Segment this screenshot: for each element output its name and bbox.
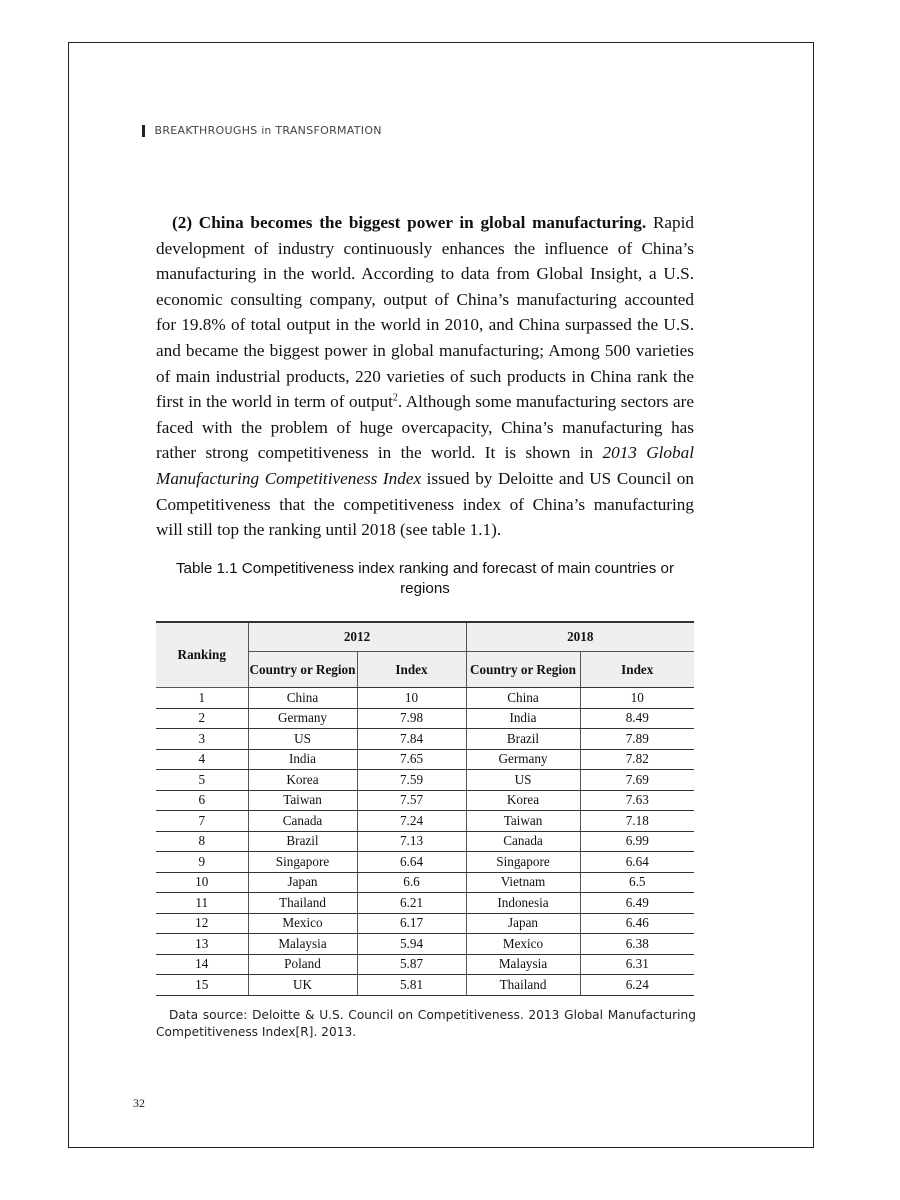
- running-head-rest: TRANSFORMATION: [275, 124, 382, 137]
- index-2012-cell: 7.59: [357, 770, 466, 791]
- header-year-2012: 2012: [248, 622, 466, 652]
- country-2018-cell: China: [466, 688, 580, 709]
- data-source-note: [156, 1007, 696, 1041]
- index-2018-cell: 6.38: [580, 934, 694, 955]
- page-number: 32: [133, 1096, 145, 1110]
- rank-cell: 2: [156, 708, 248, 729]
- data-source-text: Data source: Deloitte & U.S. Council on Competitiveness. 2013 Global Manufacturing Competitiveness Index[R]. 2013.: [156, 1008, 696, 1039]
- index-2018-cell: 6.99: [580, 831, 694, 852]
- country-2018-cell: Thailand: [466, 975, 580, 996]
- country-2018-cell: Indonesia: [466, 893, 580, 914]
- country-2012-cell: Singapore: [248, 852, 357, 873]
- rank-cell: 3: [156, 729, 248, 750]
- rank-cell: 9: [156, 852, 248, 873]
- rank-cell: 14: [156, 954, 248, 975]
- table-caption-line-2: regions: [400, 580, 450, 597]
- index-2018-cell: 6.49: [580, 893, 694, 914]
- country-2018-cell: Brazil: [466, 729, 580, 750]
- country-2012-cell: India: [248, 749, 357, 770]
- header-year-2018: 2018: [466, 622, 694, 652]
- rank-cell: 8: [156, 831, 248, 852]
- country-2012-cell: Thailand: [248, 893, 357, 914]
- country-2012-cell: Mexico: [248, 913, 357, 934]
- table-row: [156, 749, 694, 770]
- table-row: [156, 913, 694, 934]
- index-2018-cell: 6.46: [580, 913, 694, 934]
- paragraph-text-1: Rapid development of industry continuously enhances the influence of China’s manufacturing in the world. According to data from Global Insight, a U.S. economic consulting company, output of China’s manufacturing accounted for 19.8% of total output in the world in 2010, and China surpassed the U.S. and became the biggest power in global manufacturing; Among 500 varieties of main industrial products, 220 varieties of such products in China rank the first in the world in term of output: [156, 213, 694, 412]
- country-2018-cell: India: [466, 708, 580, 729]
- paragraph-text-2: . Although some manufacturing sectors are faced with the problem of huge overcapacity, China’s manufacturing has rather strong competitiveness in the world. It is shown in: [156, 392, 694, 463]
- table-row: [156, 770, 694, 791]
- index-2012-cell: 7.84: [357, 729, 466, 750]
- header-index-2018: Index: [580, 652, 694, 688]
- country-2018-cell: Canada: [466, 831, 580, 852]
- table-row: [156, 975, 694, 996]
- country-2012-cell: Brazil: [248, 831, 357, 852]
- table-row: [156, 852, 694, 873]
- country-2012-cell: Japan: [248, 872, 357, 893]
- rank-cell: 6: [156, 790, 248, 811]
- country-2018-cell: Japan: [466, 913, 580, 934]
- paragraph-heading: (2) China becomes the biggest power in global manufacturing.: [172, 213, 647, 232]
- footnote-ref[interactable]: 2: [392, 392, 398, 404]
- rank-cell: 15: [156, 975, 248, 996]
- table-row: [156, 893, 694, 914]
- table-row: [156, 872, 694, 893]
- report-title: 2013 Global Manufacturing Competitiveness Index: [156, 443, 694, 488]
- index-2018-cell: 8.49: [580, 708, 694, 729]
- country-2012-cell: China: [248, 688, 357, 709]
- index-2012-cell: 5.94: [357, 934, 466, 955]
- country-2012-cell: Germany: [248, 708, 357, 729]
- table-caption-line-1: Table 1.1 Competitiveness index ranking and forecast of main countries or: [175, 560, 675, 577]
- index-2012-cell: 5.87: [357, 954, 466, 975]
- country-2012-cell: Canada: [248, 811, 357, 832]
- country-2012-cell: Taiwan: [248, 790, 357, 811]
- index-2018-cell: 6.24: [580, 975, 694, 996]
- index-2012-cell: 6.6: [357, 872, 466, 893]
- rank-cell: 4: [156, 749, 248, 770]
- header-ranking: Ranking: [156, 622, 248, 688]
- index-2012-cell: 7.24: [357, 811, 466, 832]
- index-2012-cell: 7.98: [357, 708, 466, 729]
- country-2018-cell: Korea: [466, 790, 580, 811]
- competitiveness-table: [156, 621, 694, 996]
- index-2018-cell: 7.89: [580, 729, 694, 750]
- rank-cell: 1: [156, 688, 248, 709]
- index-2018-cell: 7.63: [580, 790, 694, 811]
- body-paragraph: [156, 210, 694, 543]
- country-2012-cell: Poland: [248, 954, 357, 975]
- paragraph-text-3: issued by Deloitte and US Council on Competitiveness that the competitiveness index of China’s manufacturing will still top the ranking until 2018 (see table 1.1).: [156, 468, 694, 540]
- index-2012-cell: 10: [357, 688, 466, 709]
- index-2018-cell: 7.69: [580, 770, 694, 791]
- running-head-connector: in: [261, 124, 272, 137]
- index-2018-cell: 10: [580, 688, 694, 709]
- rank-cell: 10: [156, 872, 248, 893]
- rank-cell: 13: [156, 934, 248, 955]
- table-body: [156, 688, 694, 996]
- country-2018-cell: Vietnam: [466, 872, 580, 893]
- table-row: [156, 729, 694, 750]
- running-head: [142, 124, 382, 137]
- country-2012-cell: US: [248, 729, 357, 750]
- rank-cell: 7: [156, 811, 248, 832]
- table-row: [156, 934, 694, 955]
- header-country-2012: Country or Region: [248, 652, 357, 688]
- index-2018-cell: 7.82: [580, 749, 694, 770]
- index-2012-cell: 6.17: [357, 913, 466, 934]
- index-2018-cell: 6.5: [580, 872, 694, 893]
- country-2018-cell: US: [466, 770, 580, 791]
- index-2012-cell: 6.64: [357, 852, 466, 873]
- table-row: [156, 708, 694, 729]
- header-index-2012: Index: [357, 652, 466, 688]
- country-2018-cell: Germany: [466, 749, 580, 770]
- country-2018-cell: Mexico: [466, 934, 580, 955]
- index-2012-cell: 7.13: [357, 831, 466, 852]
- running-head-main: BREAKTHROUGHS: [154, 124, 258, 137]
- running-head-bar: [142, 125, 145, 137]
- index-2018-cell: 6.31: [580, 954, 694, 975]
- table-row: [156, 831, 694, 852]
- rank-cell: 12: [156, 913, 248, 934]
- country-2012-cell: UK: [248, 975, 357, 996]
- index-2012-cell: 5.81: [357, 975, 466, 996]
- rank-cell: 5: [156, 770, 248, 791]
- table-row: [156, 790, 694, 811]
- index-2018-cell: 6.64: [580, 852, 694, 873]
- index-2012-cell: 7.65: [357, 749, 466, 770]
- table-caption: [156, 559, 694, 599]
- index-2018-cell: 7.18: [580, 811, 694, 832]
- header-country-2018: Country or Region: [466, 652, 580, 688]
- index-2012-cell: 7.57: [357, 790, 466, 811]
- country-2012-cell: Malaysia: [248, 934, 357, 955]
- country-2018-cell: Taiwan: [466, 811, 580, 832]
- rank-cell: 11: [156, 893, 248, 914]
- country-2018-cell: Singapore: [466, 852, 580, 873]
- country-2012-cell: Korea: [248, 770, 357, 791]
- country-2018-cell: Malaysia: [466, 954, 580, 975]
- table-row: [156, 811, 694, 832]
- table-row: [156, 688, 694, 709]
- table-row: [156, 954, 694, 975]
- index-2012-cell: 6.21: [357, 893, 466, 914]
